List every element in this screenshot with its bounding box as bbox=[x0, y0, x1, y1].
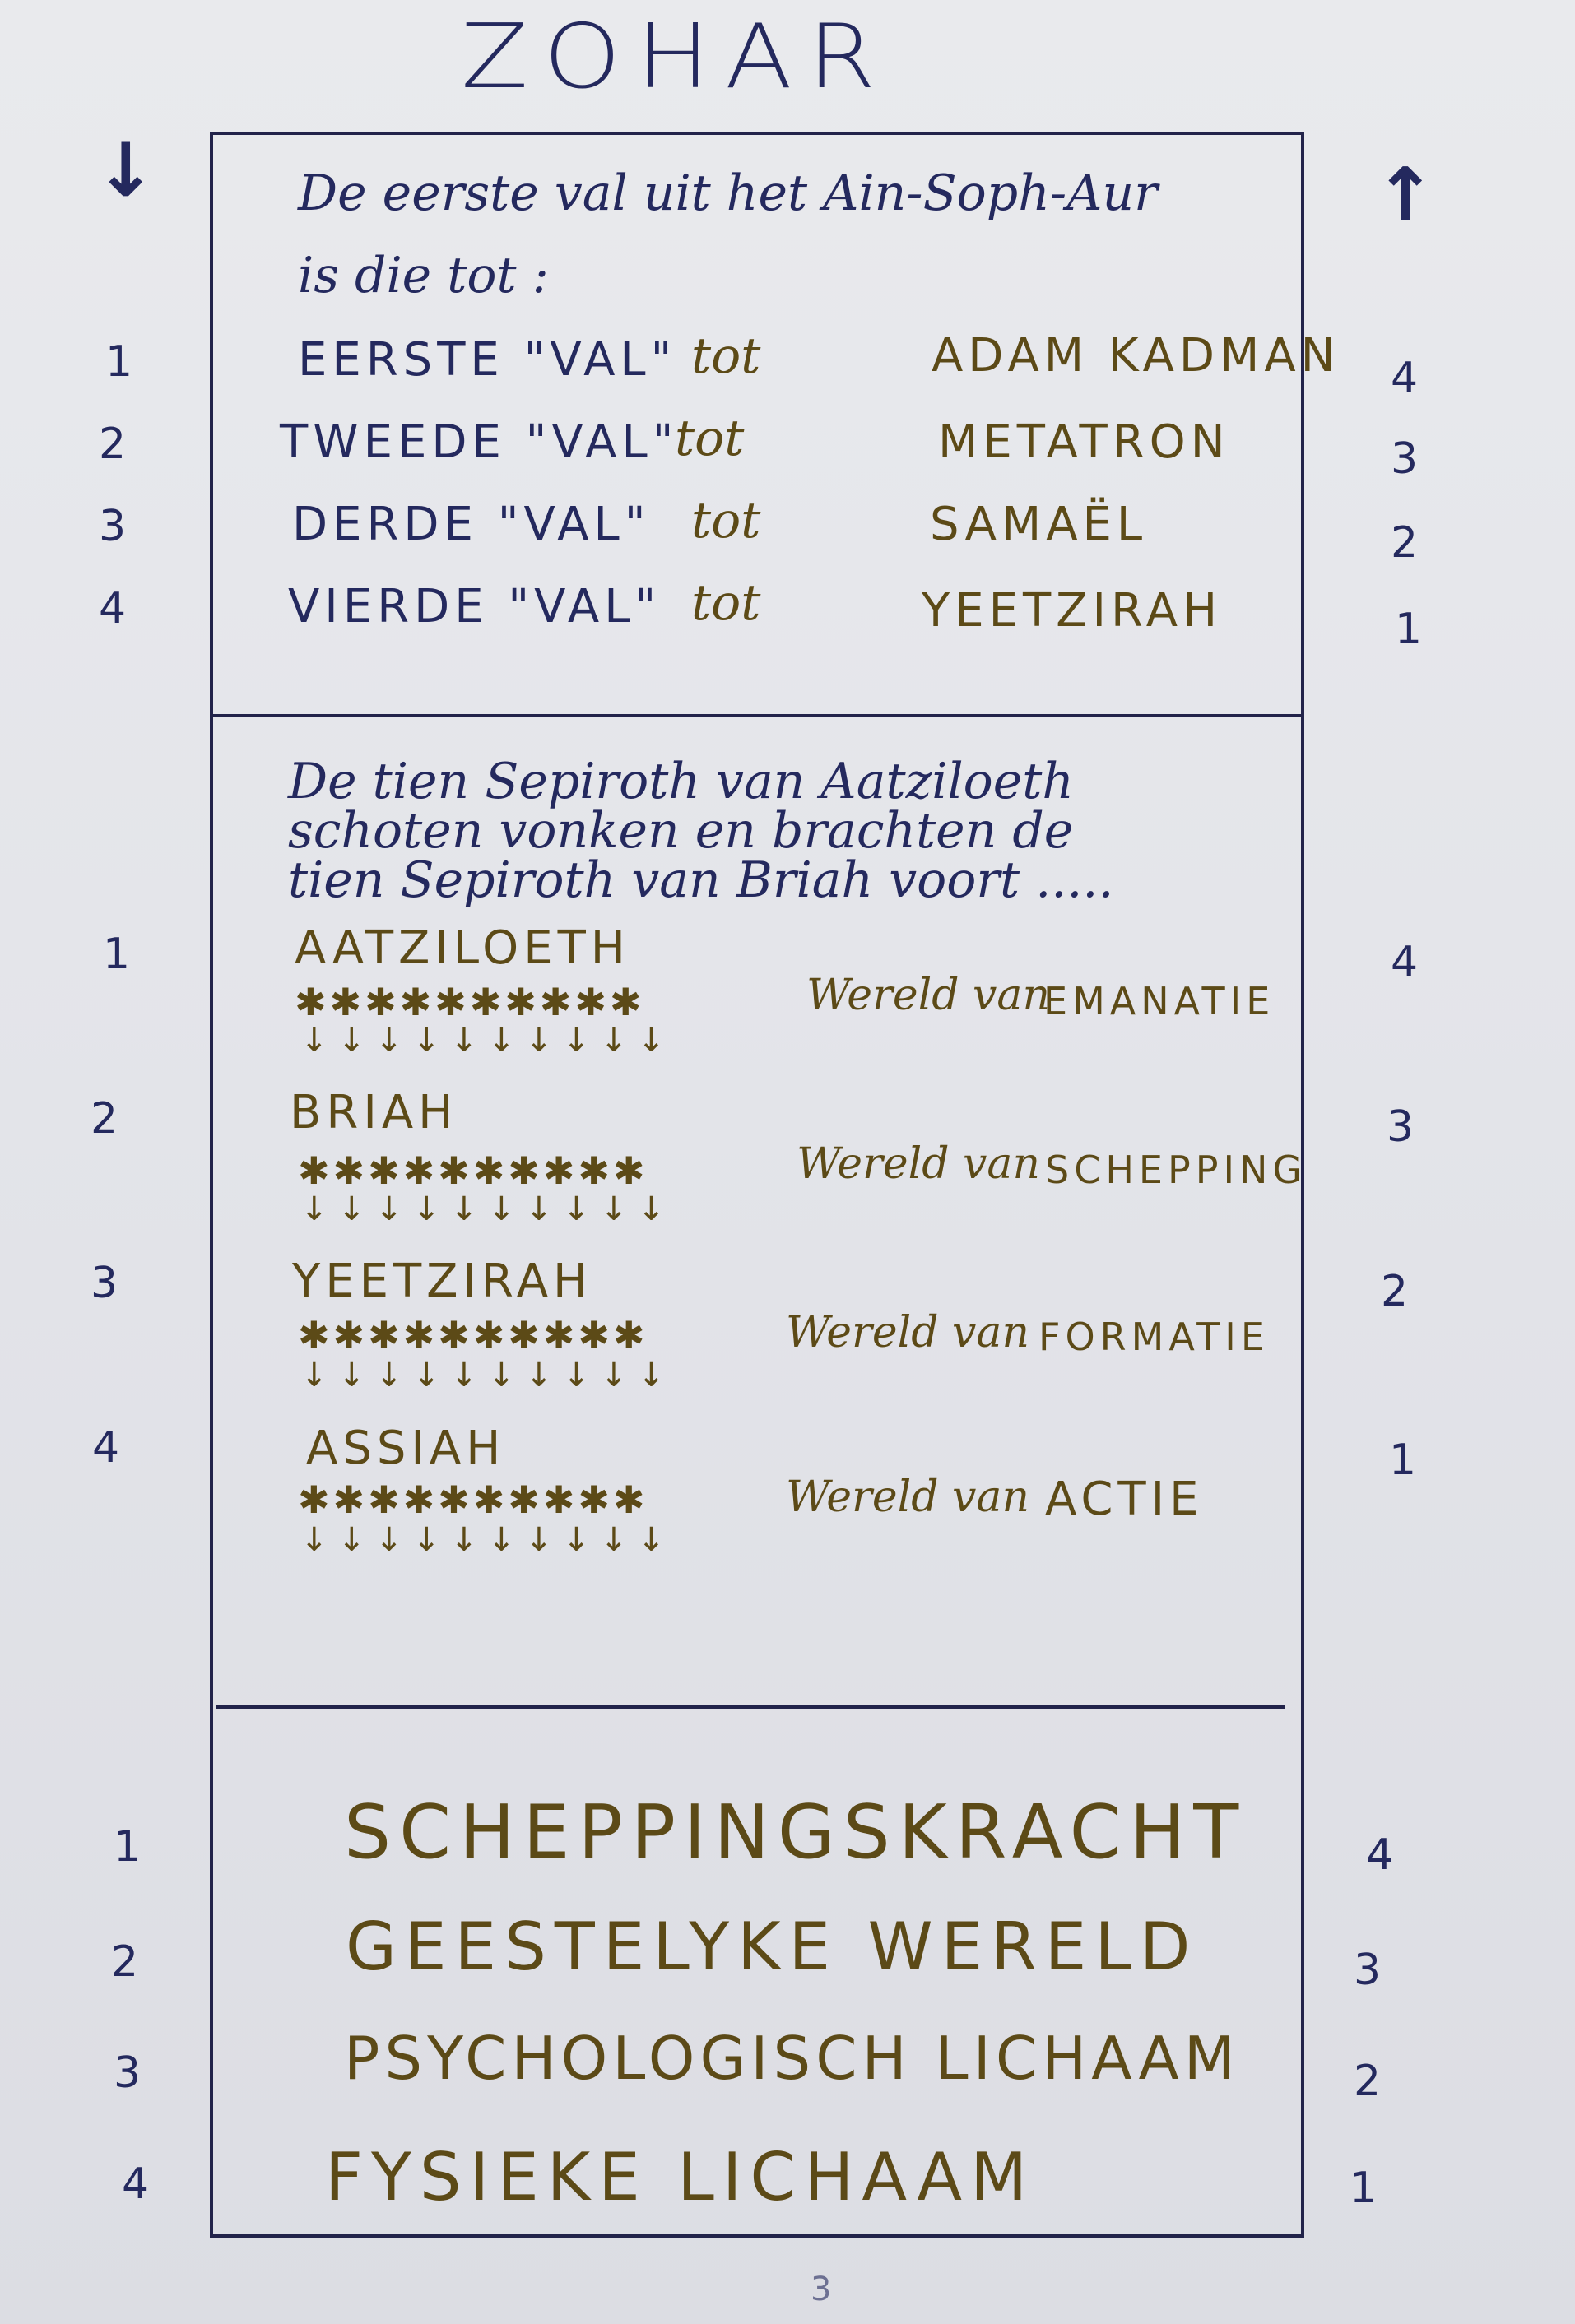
left-number: 4 bbox=[122, 2159, 150, 2209]
left-number: 2 bbox=[99, 420, 127, 469]
world-meaning: SCHEPPING bbox=[1045, 1148, 1308, 1192]
section2-intro-line2: schoten vonken en brachten de bbox=[288, 802, 1074, 860]
left-number: 2 bbox=[111, 1937, 139, 1987]
fall-result-name: YEETZIRAH bbox=[922, 584, 1223, 638]
world-meaning: ACTIE bbox=[1045, 1473, 1204, 1526]
world-meaning: EMANATIE bbox=[1043, 979, 1275, 1023]
fall-label: EERSTE "VAL" bbox=[298, 333, 677, 387]
fall-label: TWEEDE "VAL" bbox=[280, 415, 679, 469]
down-arrows-row: ↓↓↓↓↓↓↓↓↓↓ bbox=[300, 1357, 676, 1394]
right-number: 2 bbox=[1391, 518, 1419, 568]
right-number: 3 bbox=[1391, 434, 1419, 484]
page-number: 3 bbox=[811, 2271, 832, 2308]
tot-label: tot bbox=[691, 327, 761, 385]
wereld-van-label: Wereld van bbox=[806, 971, 1050, 1020]
fall-label: VIERDE "VAL" bbox=[288, 580, 662, 633]
right-number: 4 bbox=[1391, 354, 1419, 403]
fall-result-name: SAMAËL bbox=[930, 498, 1148, 551]
right-number: 4 bbox=[1366, 1830, 1394, 1880]
right-number: 4 bbox=[1391, 938, 1419, 987]
world-name: BRIAH bbox=[290, 1086, 458, 1139]
down-arrow-icon: ↓ bbox=[95, 128, 157, 214]
left-number: 1 bbox=[103, 930, 131, 979]
world-name: YEETZIRAH bbox=[292, 1255, 593, 1308]
left-number: 4 bbox=[92, 1423, 120, 1473]
stars-row: ✱✱✱✱✱✱✱✱✱✱ bbox=[295, 980, 645, 1024]
divider-upper bbox=[210, 714, 1304, 717]
right-number: 3 bbox=[1354, 1946, 1382, 1995]
down-arrows-row: ↓↓↓↓↓↓↓↓↓↓ bbox=[300, 1521, 676, 1559]
section1-intro-line1: De eerste val uit het Ain-Soph-Aur bbox=[298, 165, 1158, 222]
level-label: FYSIEKE LICHAAM bbox=[325, 2139, 1036, 2215]
right-number: 2 bbox=[1354, 2057, 1382, 2106]
stars-row: ✱✱✱✱✱✱✱✱✱✱ bbox=[298, 1148, 648, 1193]
left-number: 3 bbox=[91, 1259, 118, 1308]
left-number: 3 bbox=[99, 502, 127, 551]
fall-result-name: METATRON bbox=[938, 415, 1230, 469]
tot-label: tot bbox=[691, 492, 761, 550]
section2-intro-line3: tien Sepiroth van Briah voort ..... bbox=[288, 851, 1114, 909]
wereld-van-label: Wereld van bbox=[797, 1139, 1040, 1189]
stars-row: ✱✱✱✱✱✱✱✱✱✱ bbox=[298, 1477, 648, 1522]
right-number: 1 bbox=[1389, 1436, 1417, 1485]
level-label: PSYCHOLOGISCH LICHAAM bbox=[344, 2024, 1240, 2093]
down-arrows-row: ↓↓↓↓↓↓↓↓↓↓ bbox=[300, 1022, 676, 1060]
left-number: 2 bbox=[91, 1094, 118, 1143]
tot-label: tot bbox=[675, 410, 745, 467]
wereld-van-label: Wereld van bbox=[786, 1473, 1029, 1522]
stars-row: ✱✱✱✱✱✱✱✱✱✱ bbox=[298, 1313, 648, 1357]
tot-label: tot bbox=[691, 574, 761, 632]
page-title: ZOHAR bbox=[461, 5, 891, 109]
down-arrows-row: ↓↓↓↓↓↓↓↓↓↓ bbox=[300, 1190, 676, 1228]
section1-intro-line2: is die tot : bbox=[298, 247, 549, 304]
world-meaning: FORMATIE bbox=[1038, 1315, 1270, 1359]
level-label: SCHEPPINGSKRACHT bbox=[344, 1789, 1247, 1876]
up-arrow-icon: ↑ bbox=[1374, 152, 1437, 239]
section2-intro-line1: De tien Sepiroth van Aatziloeth bbox=[288, 753, 1075, 810]
left-number: 3 bbox=[114, 2048, 142, 2098]
divider-lower bbox=[216, 1705, 1285, 1709]
right-number: 1 bbox=[1350, 2164, 1378, 2213]
right-number: 3 bbox=[1387, 1102, 1415, 1152]
right-number: 2 bbox=[1381, 1267, 1409, 1316]
left-number: 1 bbox=[105, 337, 133, 387]
level-label: GEESTELYKE WERELD bbox=[346, 1909, 1199, 1985]
left-number: 4 bbox=[99, 584, 127, 633]
fall-result-name: ADAM KADMAN bbox=[932, 329, 1340, 383]
world-name: ASSIAH bbox=[306, 1422, 506, 1475]
left-number: 1 bbox=[114, 1822, 142, 1872]
world-name: AATZILOETH bbox=[295, 921, 630, 975]
wereld-van-label: Wereld van bbox=[786, 1308, 1029, 1357]
fall-label: DERDE "VAL" bbox=[292, 498, 651, 551]
right-number: 1 bbox=[1395, 605, 1423, 654]
